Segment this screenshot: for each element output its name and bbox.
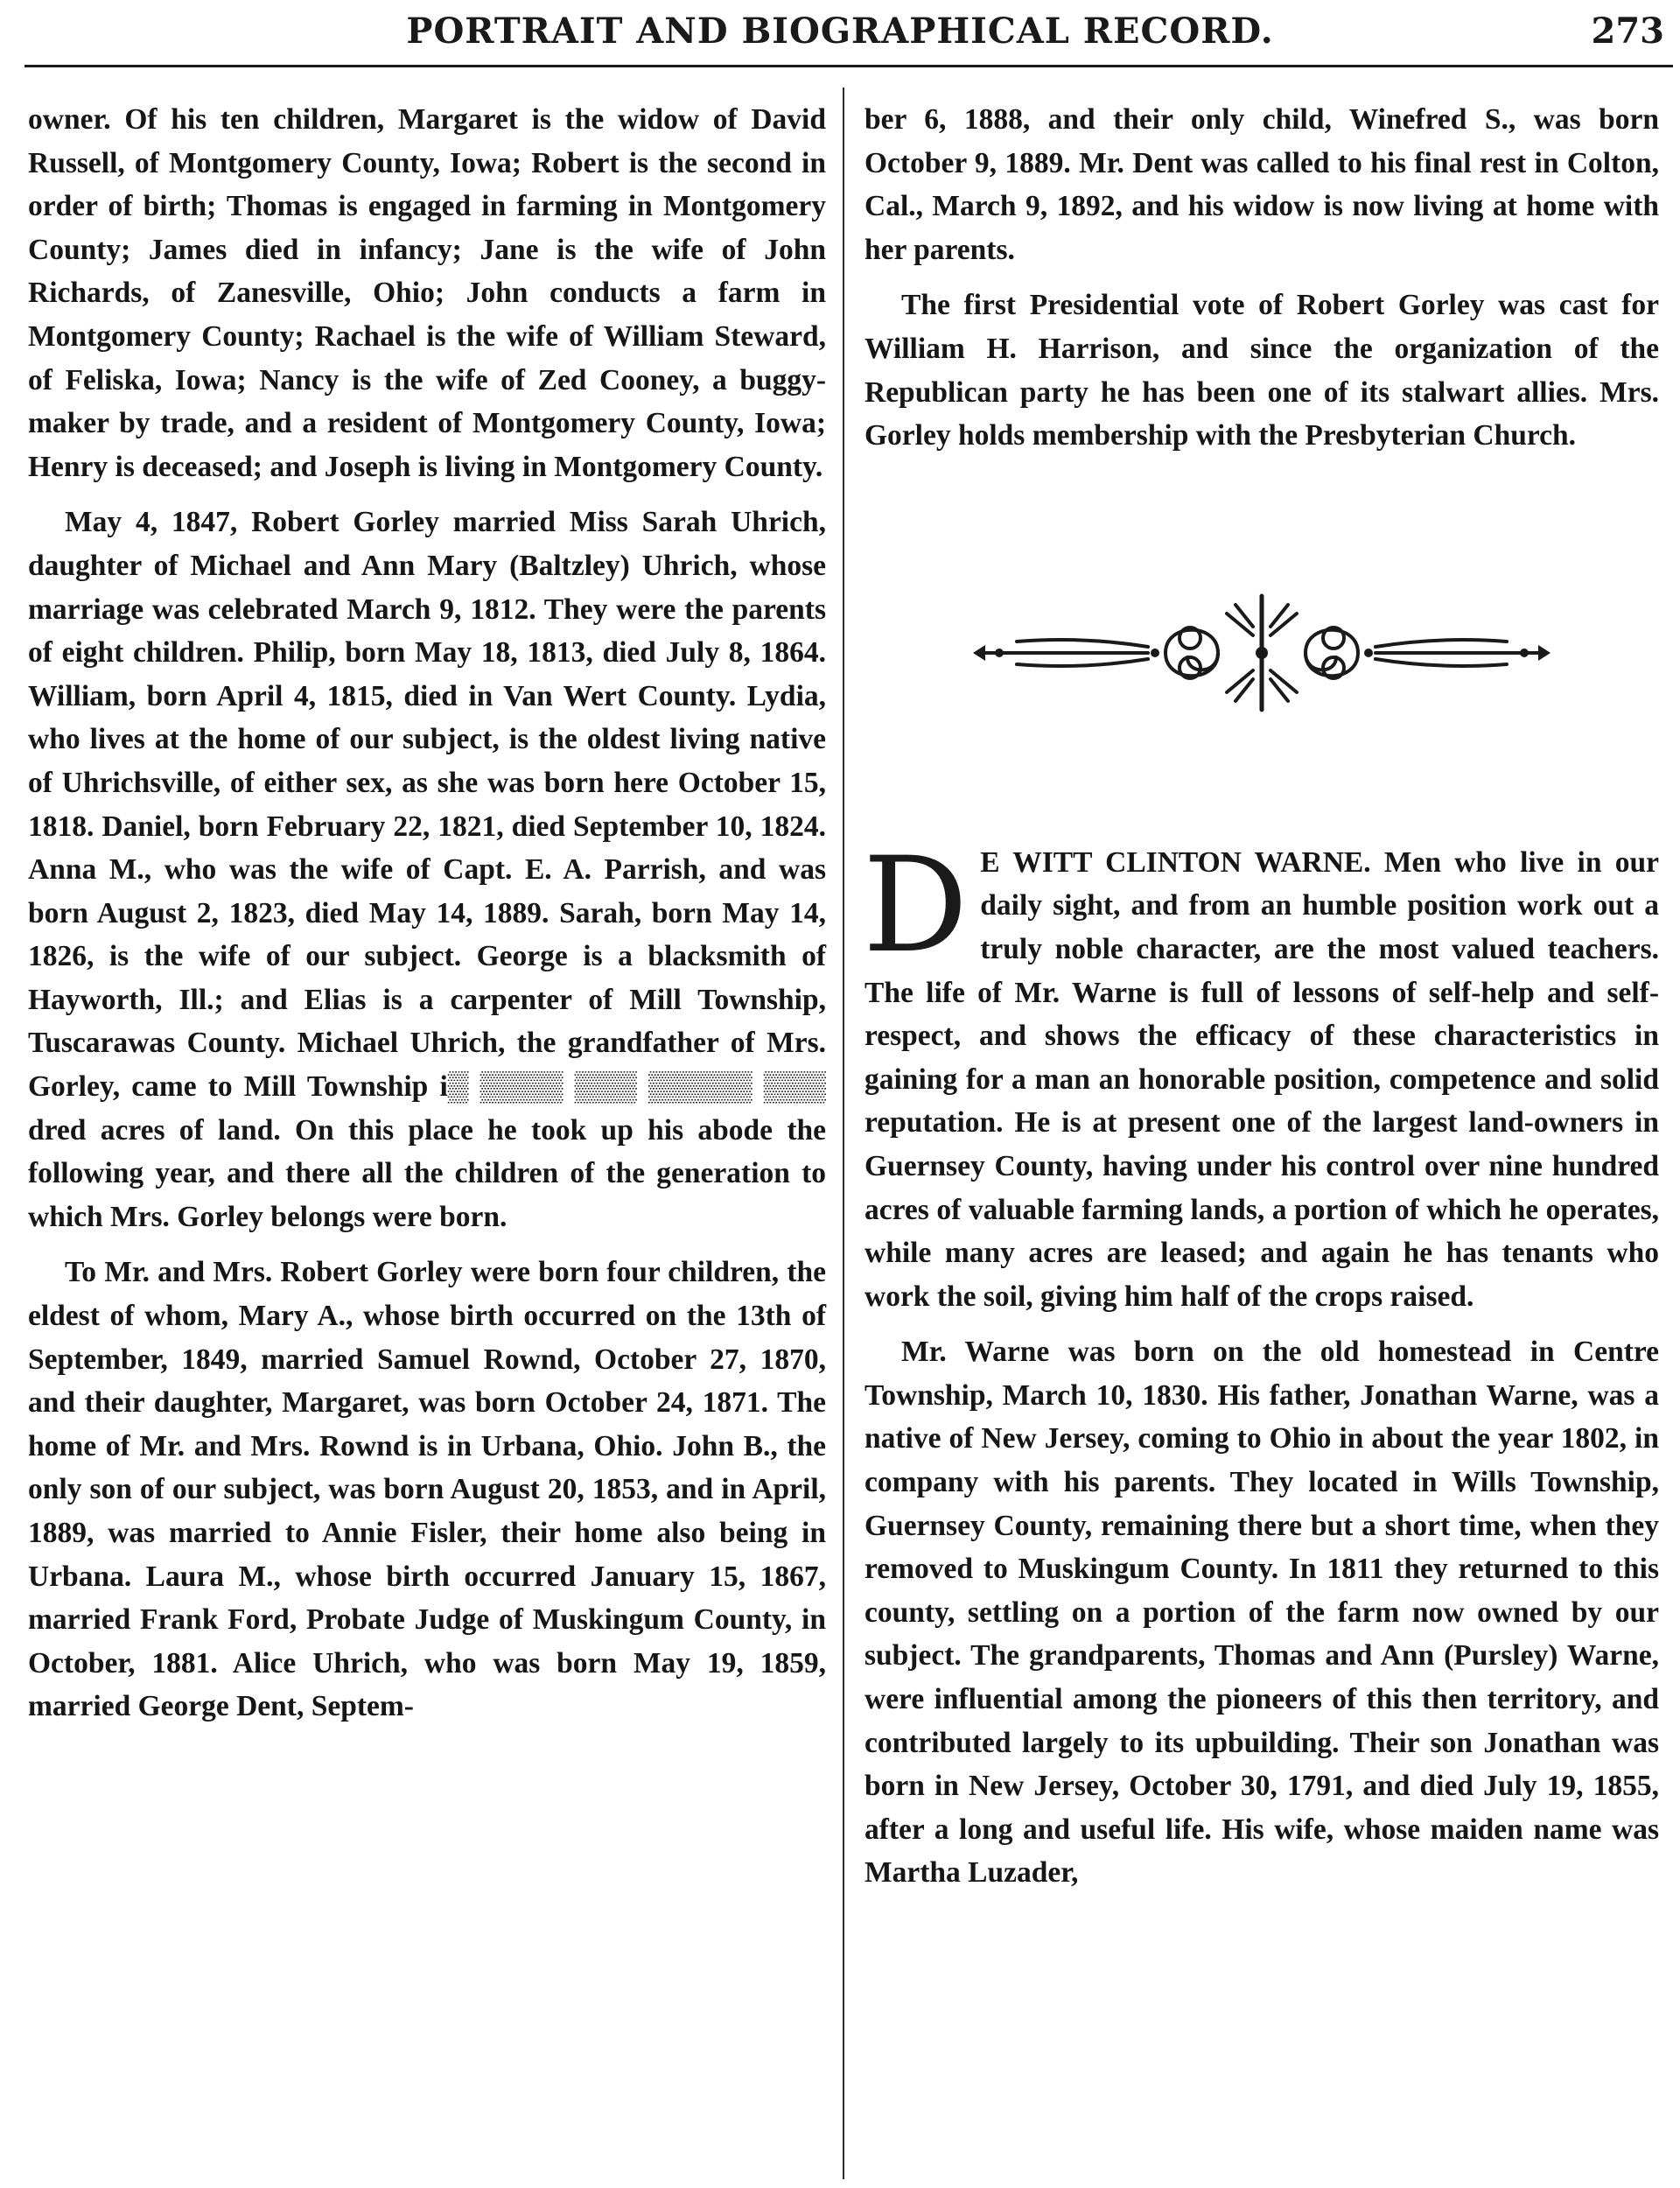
running-title: PORTRAIT AND BIOGRAPHICAL RECORD. bbox=[406, 11, 1274, 52]
header-rule bbox=[24, 65, 1673, 67]
drop-cap: D bbox=[863, 829, 969, 982]
ornament-divider-icon bbox=[964, 587, 1559, 719]
paragraph: To Mr. and Mrs. Robert Gorley were born four children, the eldest of whom, Mary A., whose birth occurred on the 13th of September, 1849, married Samuel Rownd, October 27, 1870, and their daughter, Margaret, was born October 24, 1871. The home of Mr. and Mrs. Rownd is in Urbana, Ohio. John B., the only son of our subject, was born August 20, 1853, and in April, 1889, was married to Annie Fisler, their home also being in Urbana. Laura M., whose birth occurred January 15, 1867, married Frank Ford, Probate Judge of Muskingum County, in October, 1881. Alice Uhrich, who was born May 19, 1859, married George Dent, Septem- bbox=[28, 1256, 826, 1723]
running-header bbox=[0, 0, 1680, 75]
paragraph: owner. Of his ten children, Margaret is the widow of David Russell, of Montgomery County, Iowa; Robert is the second in order of birth; Thomas is engaged in farming in Montgomery County; James died in infancy; Jane is the wife of John Richards, of Zanesville, Ohio; John conducts a farm in Montgomery County; Rachael is the wife of William Steward, of Feliska, Iowa; Nancy is the wife of Zed Cooney, a buggy-maker by trade, and a resident of Montgomery County, Iowa; Henry is deceased; and Joseph is living in Montgomery County. bbox=[28, 103, 826, 483]
dropcap-paragraph bbox=[863, 829, 1659, 1319]
paragraph: May 4, 1847, Robert Gorley married Miss Sarah Uhrich, daughter of Michael and Ann Mary (Baltzley) Uhrich, whose marriage was celebrated March 9, 1812. They were the parents of eight children. Philip, born May 18, 1813, died July 8, 1864. William, born April 4, 1815, died in Van Wert County. Lydia, who lives at the home of our subject, is the oldest living native of Uhrichsville, of either sex, as she was born here October 15, 1818. Daniel, born February 22, 1821, died September 10, 1824. Anna M., who was the wife of Capt. E. A. Parrish, and was born August 2, 1823, died May 14, 1889. Sarah, born May 14, 1826, is the wife of our subject. George is a blacksmith of Hayworth, Ill.; and Elias is a carpenter of Mill Township, Tuscarawas County. Michael Uhrich, the grandfather of Mrs. Gorley, came to Mill Township i▒ ▒▒▒▒ ▒▒▒ ▒▒▒▒▒ ▒▒▒ dred acres of land. On this place he took up his abode the following year, and there all the children of the generation to which Mrs. Gorley belongs were born. bbox=[28, 506, 826, 1233]
left-column bbox=[28, 98, 826, 1741]
paragraph: The first Presidential vote of Robert Gorley was cast for William H. Harrison, and since the organization of the Republican party he has been one of its stalwart allies. Mrs. Gorley holds membership with the Presbyterian Church. bbox=[864, 289, 1659, 452]
page-number: 273 bbox=[1591, 11, 1664, 52]
right-column bbox=[864, 98, 1659, 1907]
paragraph: ber 6, 1888, and their only child, Winefred S., was born October 9, 1889. Mr. Dent was called to his final rest in Colton, Cal., March 9, 1892, and his widow is now living at home with her parents. bbox=[864, 103, 1659, 266]
paragraph: Mr. Warne was born on the old homestead in Centre Township, March 10, 1830. His father, Jonathan Warne, was a native of New Jersey, coming to Ohio in about the year 1802, in company with his parents. They located in Wills Township, Guernsey County, remaining there but a short time, when they removed to Muskingum County. In 1811 they returned to this county, settling on a portion of the farm now owned by our subject. The grandparents, Thomas and Ann (Pursley) Warne, were influential among the pioneers of this then territory, and contributed largely to its upbuilding. Their son Jonathan was born in New Jersey, October 30, 1791, and died July 19, 1855, after a long and useful life. His wife, whose maiden name was Martha Luzader, bbox=[864, 1336, 1659, 1890]
column-divider bbox=[843, 88, 844, 2179]
paragraph: E WITT CLINTON WARNE. Men who live in our daily sight, and from an humble position work out a truly noble character, are the most valued teachers. The life of Mr. Warne is full of lessons of self-help and self-respect, and shows the efficacy of these characteristics in gaining for a man an honorable position, competence and solid reputation. He is at present one of the largest land-owners in Guernsey County, having under his control over nine hundred acres of valuable farming lands, a portion of which he operates, while many acres are leased; and again he has tenants who work the soil, giving him half of the crops raised. bbox=[864, 845, 1659, 1313]
